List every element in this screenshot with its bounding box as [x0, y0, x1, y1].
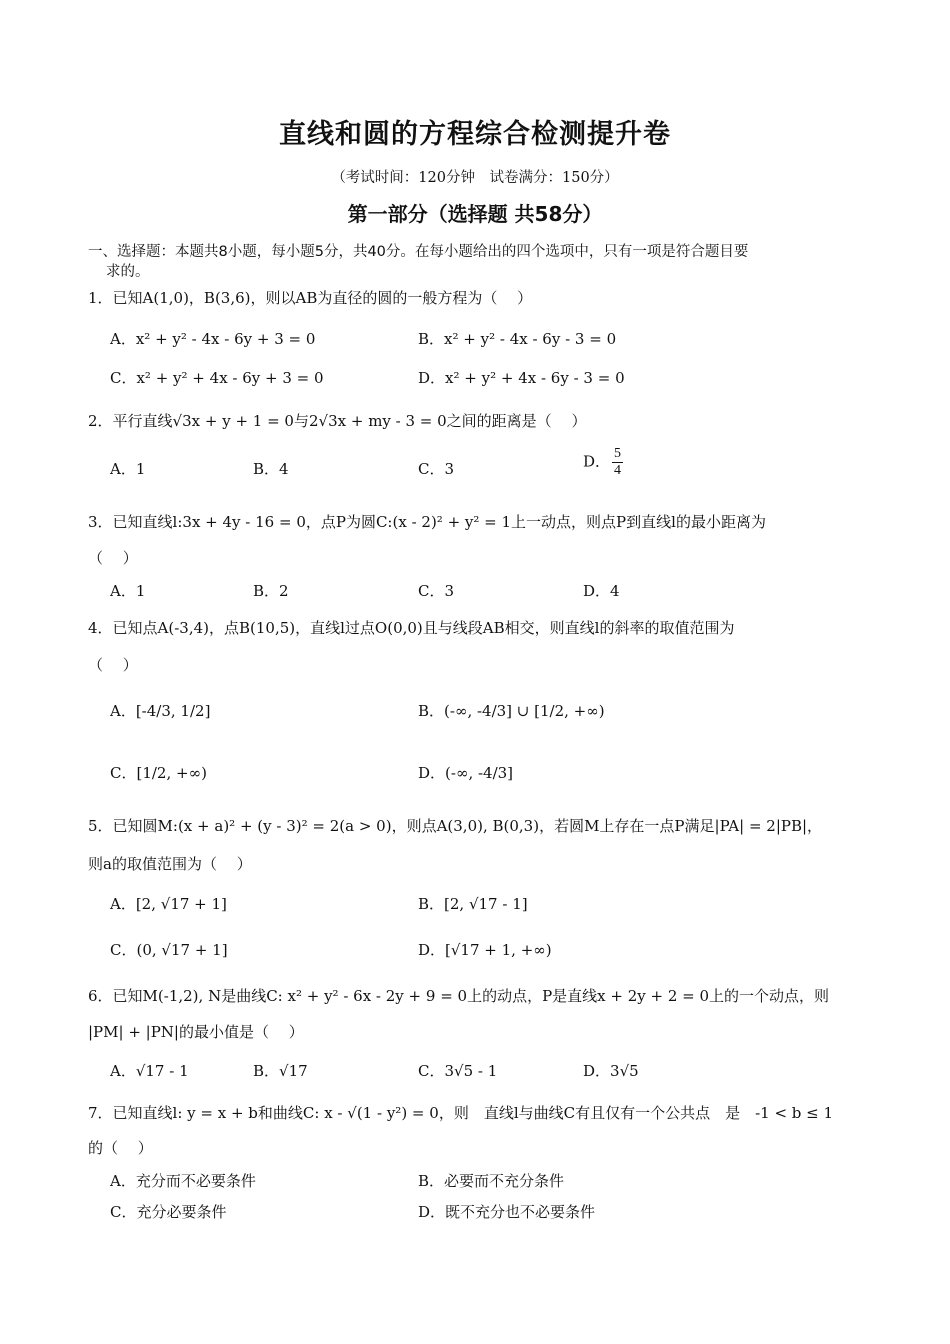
question-3-option-c[interactable]: C．3: [418, 582, 455, 600]
instructions-line2: 求的。: [106, 264, 150, 280]
question-6-option-d[interactable]: D．3√5: [583, 1062, 639, 1080]
question-5-tail: 则a的取值范围为（ ）: [88, 855, 252, 873]
question-7-option-b[interactable]: B．必要而不充分条件: [418, 1172, 565, 1190]
question-3-stem: 3．已知直线l:3x + 4y - 16 = 0，点P为圆C:(x - 2)² + y² = 1上一动点，则点P到直线l的最小距离为: [88, 513, 766, 531]
question-6-option-c[interactable]: C．3√5 - 1: [418, 1062, 498, 1080]
question-4-tail: （ ）: [88, 656, 138, 674]
question-3-option-a[interactable]: A．1: [110, 582, 146, 600]
question-5-option-c[interactable]: C．(0, √17 + 1]: [110, 941, 228, 959]
question-6-stem: 6．已知M(-1,2), N是曲线C: x² + y² - 6x - 2y + 9 = 0上的动点，P是直线x + 2y + 2 = 0上的一个动点，则: [88, 987, 830, 1005]
question-2-option-c[interactable]: C．3: [418, 460, 455, 478]
question-3-tail: （ ）: [88, 549, 138, 567]
question-3-option-d[interactable]: D．4: [583, 582, 620, 600]
question-4-option-b[interactable]: B．(-∞, -4/3] ∪ [1/2, +∞): [418, 702, 605, 720]
question-7-stem: 7．已知直线l: y = x + b和曲线C: x - √(1 - y²) = 0，则 直线l与曲线C有且仅有一个公共点 是 -1 < b ≤ 1: [88, 1104, 834, 1122]
question-1-option-d[interactable]: D．x² + y² + 4x - 6y - 3 = 0: [418, 369, 625, 387]
instructions-line1: 一、选择题：本题共8小题，每小题5分，共40分。在每小题给出的四个选项中，只有一项是符合题目要: [88, 244, 749, 260]
question-6-tail: |PM| + |PN|的最小值是（ ）: [88, 1023, 304, 1041]
question-5-stem: 5．已知圆M:(x + a)² + (y - 3)² = 2(a > 0)，则点A(3,0), B(0,3)，若圆M上存在一点P满足|PA| = 2|PB|，: [88, 817, 823, 835]
question-1-option-c[interactable]: C．x² + y² + 4x - 6y + 3 = 0: [110, 369, 324, 387]
question-5-option-b[interactable]: B．[2, √17 - 1]: [418, 895, 528, 913]
question-6-option-a[interactable]: A．√17 - 1: [110, 1062, 189, 1080]
option-d-label: D．: [583, 452, 611, 471]
question-6-option-b[interactable]: B．√17: [253, 1062, 308, 1080]
question-4-option-a[interactable]: A．[-4/3, 1/2]: [110, 702, 211, 720]
question-7-tail: 的（ ）: [88, 1139, 153, 1157]
question-4-stem: 4．已知点A(-3,4)，点B(10,5)，直线l过点O(0,0)且与线段AB相交，则直线l的斜率的取值范围为: [88, 619, 735, 637]
question-1-option-b[interactable]: B．x² + y² - 4x - 6y - 3 = 0: [418, 330, 617, 348]
question-5-option-a[interactable]: A．[2, √17 + 1]: [110, 895, 227, 913]
question-4-option-c[interactable]: C．[1/2, +∞): [110, 764, 207, 782]
fraction: $\frac{5}{4}$: [614, 446, 622, 478]
part-heading: 第一部分（选择题 共58分）: [347, 202, 603, 226]
question-1-stem: 1．已知A(1,0)，B(3,6)，则以AB为直径的圆的一般方程为（ ）: [88, 289, 533, 307]
question-2-option-b[interactable]: B．4: [253, 460, 289, 478]
question-2-option-d[interactable]: [583, 446, 625, 479]
question-2-stem: 2．平行直线√3x + y + 1 = 0与2√3x + my - 3 = 0之间的距离是（ ）: [88, 412, 587, 430]
question-4-option-d[interactable]: D．(-∞, -4/3]: [418, 764, 514, 782]
question-3-option-b[interactable]: B．2: [253, 582, 289, 600]
exam-info: （考试时间：120分钟 试卷满分：150分）: [331, 170, 619, 186]
question-7-option-a[interactable]: A．充分而不必要条件: [110, 1172, 256, 1190]
question-2-option-a[interactable]: A．1: [110, 460, 146, 478]
question-7-option-c[interactable]: C．充分必要条件: [110, 1203, 227, 1221]
question-7-option-d[interactable]: D．既不充分也不必要条件: [418, 1203, 596, 1221]
page-title: 直线和圆的方程综合检测提升卷: [279, 119, 671, 150]
question-5-option-d[interactable]: D．[√17 + 1, +∞): [418, 941, 552, 959]
section-instructions: [88, 242, 873, 282]
question-1-option-a[interactable]: A．x² + y² - 4x - 6y + 3 = 0: [110, 330, 316, 348]
